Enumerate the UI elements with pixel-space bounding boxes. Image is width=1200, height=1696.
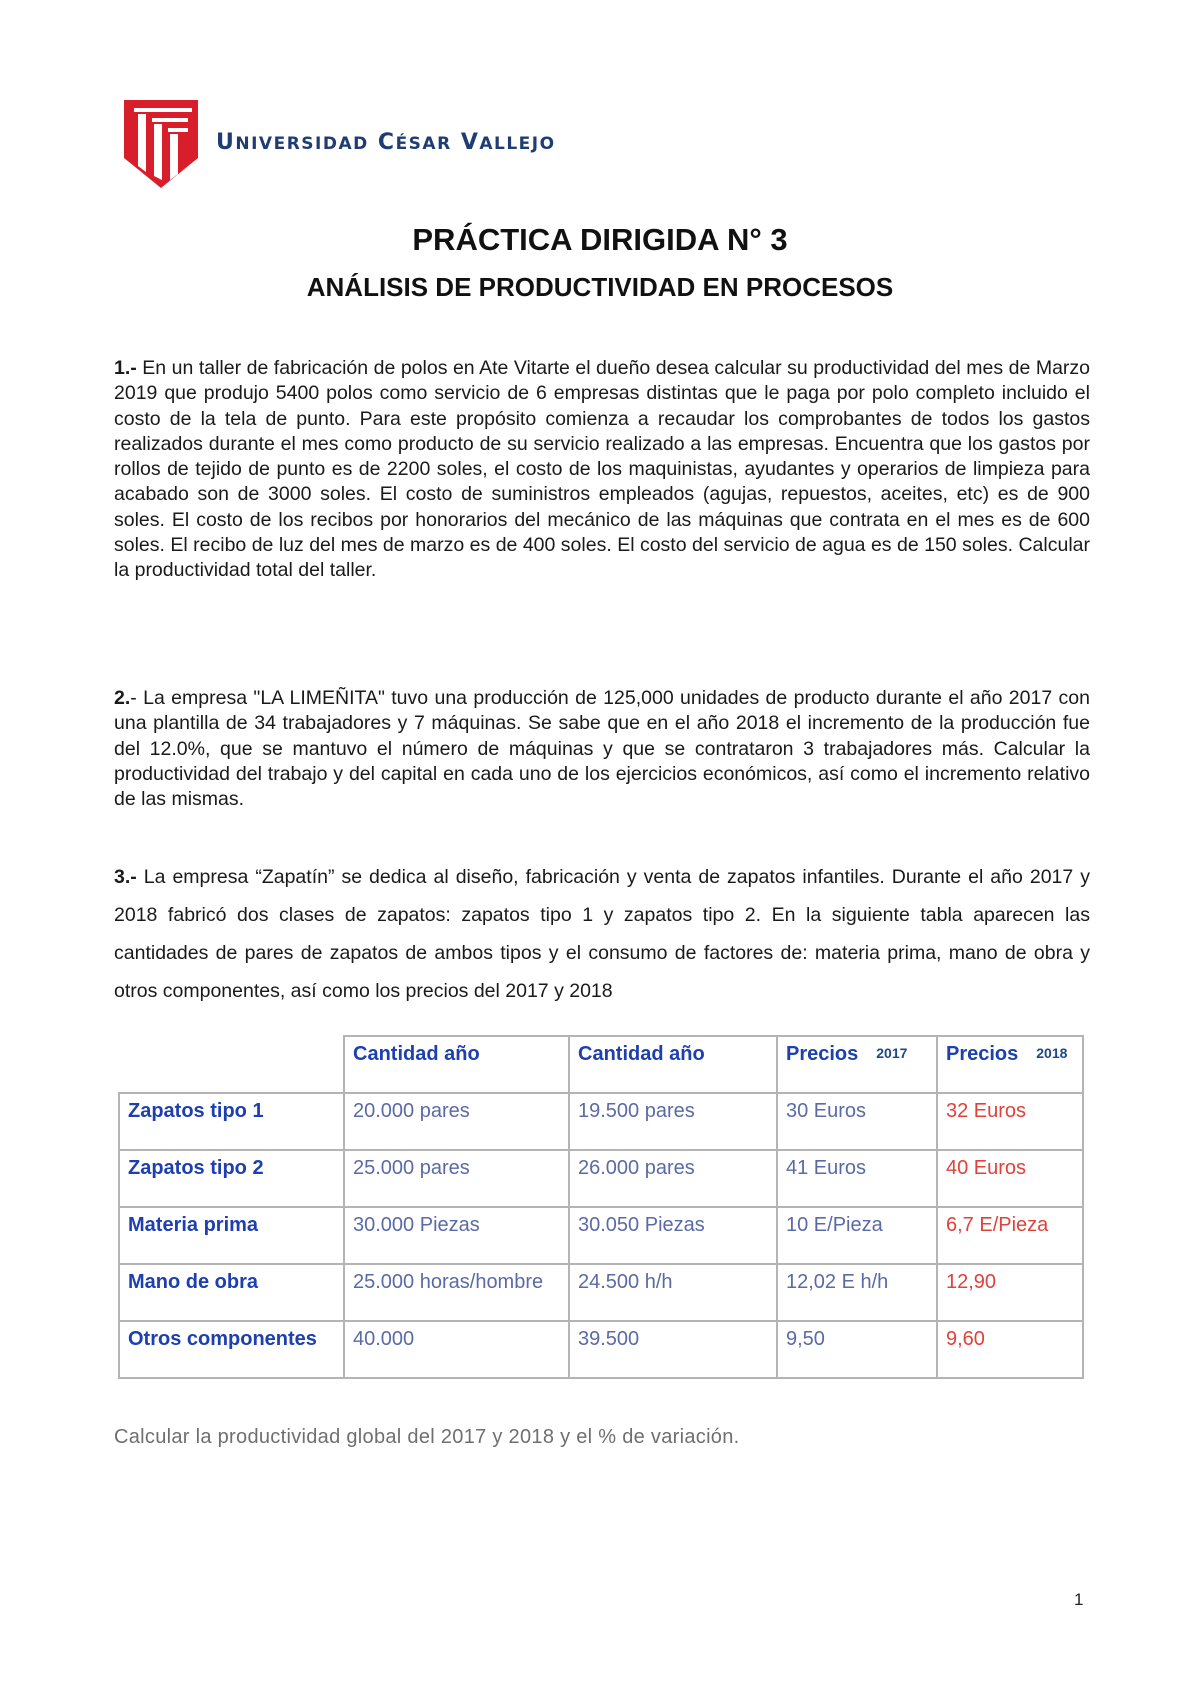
column-header: Precios 2017 [777, 1036, 937, 1093]
table-cell: 9,60 [937, 1321, 1083, 1378]
row-header: Otros componentes [119, 1321, 344, 1378]
table-cell: 9,50 [777, 1321, 937, 1378]
table-row [119, 1093, 1083, 1150]
header [124, 100, 644, 200]
table-corner-cell [119, 1036, 344, 1093]
table-cell: 20.000 pares [344, 1093, 569, 1150]
table-cell: 25.000 pares [344, 1150, 569, 1207]
university-name: UNIVERSIDAD CÉSAR VALLEJO [216, 130, 556, 155]
table-cell: 26.000 pares [569, 1150, 777, 1207]
table-cell: 40.000 [344, 1321, 569, 1378]
row-header: Mano de obra [119, 1264, 344, 1321]
problem-text: La empresa “Zapatín” se dedica al diseño, fabricación y venta de zapatos infantiles. Durante el año 2017 y 2018 fabricó dos clases de zapatos: zapatos tipo 1 y zapatos tipo 2. En la siguiente tabla aparecen las cantidades de pares de zapatos de ambos tipos y el consumo de factores de: materia prima, mano de obra y otros componentes, así como los precios del 2017 y 2018 [114, 866, 1090, 1002]
page-subtitle: ANÁLISIS DE PRODUCTIVIDAD EN PROCESOS [306, 272, 894, 302]
row-header: Zapatos tipo 2 [119, 1150, 344, 1207]
row-header: Materia prima [119, 1207, 344, 1264]
table-cell: 30.050 Piezas [569, 1207, 777, 1264]
table-cell: 32 Euros [937, 1093, 1083, 1150]
table-row [119, 1321, 1083, 1378]
final-instruction: Calcular la productividad global del 2017 y 2018 y el % de variación. [114, 1426, 740, 1448]
table-cell: 12,90 [937, 1264, 1083, 1321]
page-number: 1 [1074, 1590, 1084, 1609]
problem-2 [114, 686, 1090, 812]
university-logo-icon [124, 100, 198, 188]
table-cell: 25.000 horas/hombre [344, 1264, 569, 1321]
table-row [119, 1264, 1083, 1321]
problem-number: 2. [114, 687, 131, 709]
table-header-row [119, 1036, 1083, 1093]
problem-3 [114, 858, 1090, 1010]
data-table [118, 1035, 1084, 1379]
table-cell: 10 E/Pieza [777, 1207, 937, 1264]
table-row [119, 1207, 1083, 1264]
table-cell: 39.500 [569, 1321, 777, 1378]
problem-number: 3.- [114, 866, 137, 888]
table-cell: 40 Euros [937, 1150, 1083, 1207]
table-cell: 19.500 pares [569, 1093, 777, 1150]
table-cell: 30.000 Piezas [344, 1207, 569, 1264]
table-cell: 12,02 E h/h [777, 1264, 937, 1321]
problem-text: En un taller de fabricación de polos en Ate Vitarte el dueño desea calcular su productividad del mes de Marzo 2019 que produjo 5400 polos como servicio de 6 empresas distintas que le paga por polo completo incluido el costo de la tela de punto. Para este propósito comienza a recaudar los comprobantes de todos los gastos realizados durante el mes como producto de su servicio realizado a las empresas. Encuentra que los gastos por rollos de tejido de punto es de 2200 soles, el costo de los maquinistas, ayudantes y operarios de limpieza para acabado son de 3000 soles. El costo de suministros empleados (agujas, repuestos, aceites, etc) es de 900 soles. El costo de los recibos por honorarios del mecánico de las máquinas que contrata en el mes es de 600 soles. El recibo de luz del mes de marzo es de 400 soles. El costo del servicio de agua es de 150 soles. Calcular la productividad total del taller. [114, 357, 1090, 582]
column-header: Precios 2018 [937, 1036, 1083, 1093]
column-header: Cantidad año [344, 1036, 569, 1093]
problem-1 [114, 356, 1090, 584]
table-cell: 41 Euros [777, 1150, 937, 1207]
page-title: PRÁCTICA DIRIGIDA N° 3 [412, 222, 788, 257]
problem-text: - La empresa "LA LIMEÑITA" tuvo una producción de 125,000 unidades de producto durante el año 2017 con una plantilla de 34 trabajadores y 7 máquinas. Se sabe que en el año 2018 el incremento de la producción fue del 12.0%, que se mantuvo el número de máquinas y que se contrataron 3 trabajadores más. Calcular la productividad del trabajo y del capital en cada uno de los ejercicios económicos, así como el incremento relativo de las mismas. [114, 687, 1090, 811]
row-header: Zapatos tipo 1 [119, 1093, 344, 1150]
problem-number: 1.- [114, 357, 137, 379]
table-row [119, 1150, 1083, 1207]
table-cell: 24.500 h/h [569, 1264, 777, 1321]
table-cell: 6,7 E/Pieza [937, 1207, 1083, 1264]
column-header: Cantidad año [569, 1036, 777, 1093]
table-cell: 30 Euros [777, 1093, 937, 1150]
